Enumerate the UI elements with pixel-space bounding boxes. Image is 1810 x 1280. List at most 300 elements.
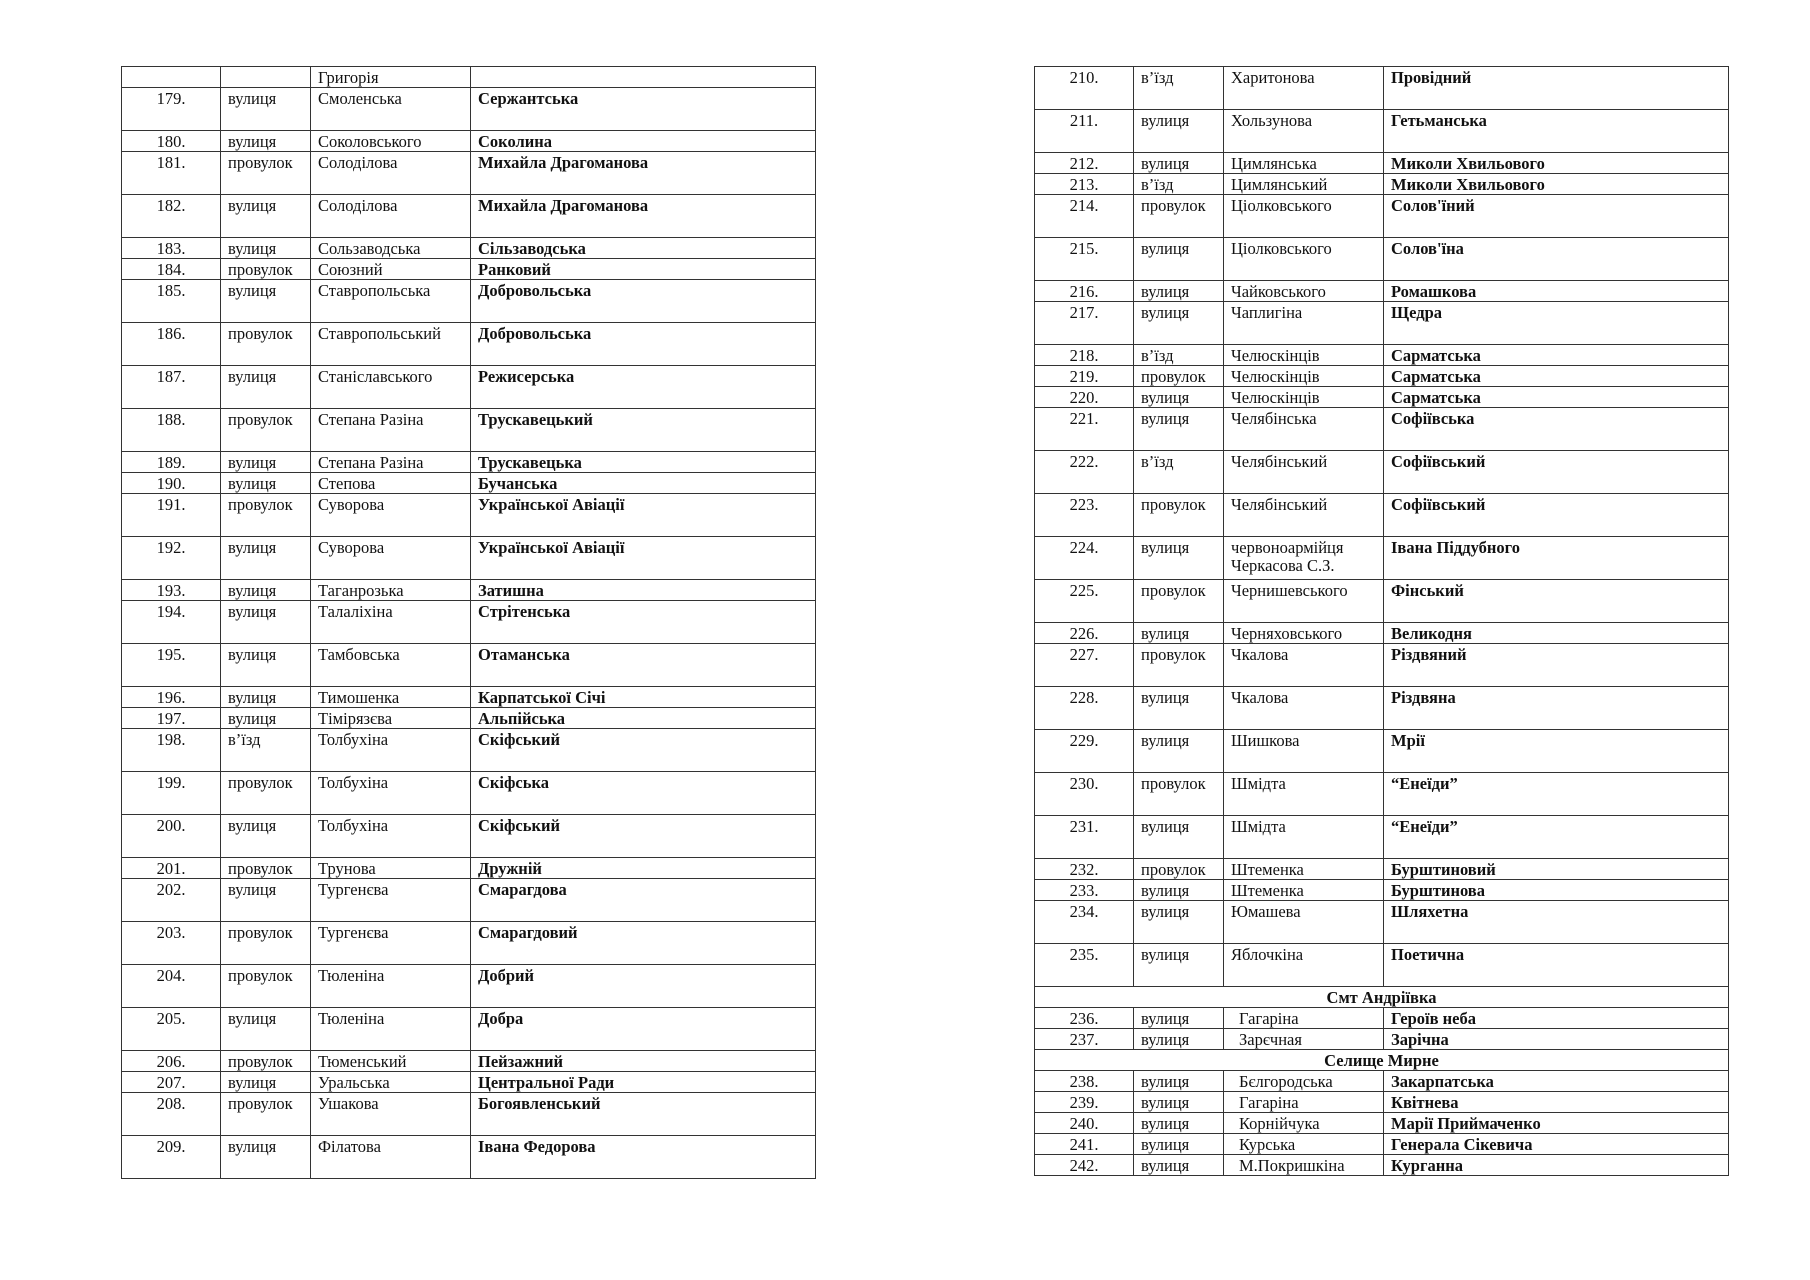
table-row <box>122 473 816 494</box>
street-type: вулиця <box>1134 1029 1224 1050</box>
table-row <box>1035 730 1729 773</box>
new-street-name: Михайла Драгоманова <box>471 152 816 195</box>
table-row <box>122 729 816 772</box>
table-row <box>122 580 816 601</box>
new-street-name: Української Авіації <box>471 494 816 537</box>
old-street-name: Ушакова <box>311 1093 471 1136</box>
table-row <box>122 858 816 879</box>
row-number: 223. <box>1035 494 1134 537</box>
old-street-name: Солоділова <box>311 195 471 238</box>
street-type: вулиця <box>1134 1008 1224 1029</box>
new-street-name: Софіївський <box>1384 451 1729 494</box>
new-street-name: Мрії <box>1384 730 1729 773</box>
new-street-name: Сержантська <box>471 88 816 131</box>
old-street-name: М.Покришкіна <box>1224 1155 1384 1176</box>
old-street-name: Штеменка <box>1224 859 1384 880</box>
row-number: 206. <box>122 1051 221 1072</box>
table-row <box>1035 901 1729 944</box>
old-street-name: червоноармійця Черкасова С.З. <box>1224 537 1384 580</box>
table-row <box>122 708 816 729</box>
old-street-name: Зарєчная <box>1224 1029 1384 1050</box>
street-type: вулиця <box>221 195 311 238</box>
street-type: провулок <box>221 494 311 537</box>
street-type: вулиця <box>1134 730 1224 773</box>
table-row <box>122 815 816 858</box>
old-street-name: Курська <box>1224 1134 1384 1155</box>
old-street-name: Черняховського <box>1224 623 1384 644</box>
left-street-table <box>121 66 816 1179</box>
row-number: 240. <box>1035 1113 1134 1134</box>
table-row <box>1035 1071 1729 1092</box>
new-street-name: Марії Приймаченко <box>1384 1113 1729 1134</box>
new-street-name: Івана Федорова <box>471 1136 816 1179</box>
row-number: 221. <box>1035 408 1134 451</box>
old-street-name: Хользунова <box>1224 110 1384 153</box>
old-street-name: Степова <box>311 473 471 494</box>
row-number: 184. <box>122 259 221 280</box>
row-number: 190. <box>122 473 221 494</box>
street-type: вулиця <box>221 473 311 494</box>
new-street-name: Миколи Хвильового <box>1384 174 1729 195</box>
row-number: 186. <box>122 323 221 366</box>
row-number: 216. <box>1035 281 1134 302</box>
table-row <box>122 644 816 687</box>
old-street-name: Толбухіна <box>311 729 471 772</box>
new-street-name: Добра <box>471 1008 816 1051</box>
table-row <box>122 152 816 195</box>
new-street-name: Скіфська <box>471 772 816 815</box>
table-row <box>122 1136 816 1179</box>
new-street-name: Великодня <box>1384 623 1729 644</box>
table-row <box>1035 580 1729 623</box>
street-type: вулиця <box>221 280 311 323</box>
table-row <box>1035 174 1729 195</box>
old-street-name: Челюскінців <box>1224 345 1384 366</box>
old-street-name: Філатова <box>311 1136 471 1179</box>
row-number: 236. <box>1035 1008 1134 1029</box>
row-number: 202. <box>122 879 221 922</box>
street-type: вулиця <box>221 708 311 729</box>
new-street-name: Закарпатська <box>1384 1071 1729 1092</box>
row-number: 196. <box>122 687 221 708</box>
old-street-name: Челябінський <box>1224 451 1384 494</box>
street-type: провулок <box>221 409 311 452</box>
new-street-name: “Енеїди” <box>1384 816 1729 859</box>
row-number: 233. <box>1035 880 1134 901</box>
row-number: 183. <box>122 238 221 259</box>
street-type: вулиця <box>1134 1155 1224 1176</box>
street-type: провулок <box>1134 580 1224 623</box>
street-type: провулок <box>1134 773 1224 816</box>
table-row <box>122 323 816 366</box>
row-number: 187. <box>122 366 221 409</box>
new-street-name: Добровольська <box>471 323 816 366</box>
row-number: 182. <box>122 195 221 238</box>
row-number: 195. <box>122 644 221 687</box>
street-type: провулок <box>1134 644 1224 687</box>
old-street-name: Шмідта <box>1224 773 1384 816</box>
old-street-name: Чайковського <box>1224 281 1384 302</box>
old-street-name: Тургенєва <box>311 879 471 922</box>
new-street-name: Шляхетна <box>1384 901 1729 944</box>
row-number: 203. <box>122 922 221 965</box>
row-number: 179. <box>122 88 221 131</box>
row-number: 209. <box>122 1136 221 1179</box>
street-type: вулиця <box>221 366 311 409</box>
street-type: вулиця <box>1134 281 1224 302</box>
new-street-name: Богоявленський <box>471 1093 816 1136</box>
row-number: 230. <box>1035 773 1134 816</box>
street-type: в’їзд <box>1134 67 1224 110</box>
new-street-name: Смарагдова <box>471 879 816 922</box>
row-number <box>122 67 221 88</box>
table-row <box>1035 880 1729 901</box>
old-street-name: Уральська <box>311 1072 471 1093</box>
right-table-body <box>1035 67 1729 1176</box>
new-street-name: Соколина <box>471 131 816 152</box>
street-type: вулиця <box>221 687 311 708</box>
table-row <box>1035 944 1729 987</box>
old-street-name: Солоділова <box>311 152 471 195</box>
row-number: 237. <box>1035 1029 1134 1050</box>
row-number: 224. <box>1035 537 1134 580</box>
table-row <box>1035 537 1729 580</box>
row-number: 212. <box>1035 153 1134 174</box>
street-type: вулиця <box>1134 1092 1224 1113</box>
row-number: 222. <box>1035 451 1134 494</box>
old-street-name: Станіславського <box>311 366 471 409</box>
new-street-name: Української Авіації <box>471 537 816 580</box>
table-row <box>1035 153 1729 174</box>
new-street-name: Героїв неба <box>1384 1008 1729 1029</box>
section-header-row <box>1035 1050 1729 1071</box>
new-street-name: Затишна <box>471 580 816 601</box>
old-street-name: Цимлянська <box>1224 153 1384 174</box>
new-street-name: Бучанська <box>471 473 816 494</box>
street-type: вулиця <box>221 88 311 131</box>
new-street-name: Скіфський <box>471 729 816 772</box>
table-row <box>122 922 816 965</box>
old-street-name: Соколовського <box>311 131 471 152</box>
table-row <box>1035 773 1729 816</box>
street-type: вулиця <box>221 238 311 259</box>
street-type: в’їзд <box>1134 451 1224 494</box>
row-number: 220. <box>1035 387 1134 408</box>
row-number: 211. <box>1035 110 1134 153</box>
row-number: 227. <box>1035 644 1134 687</box>
old-street-name: Толбухіна <box>311 772 471 815</box>
street-type: провулок <box>1134 366 1224 387</box>
street-type: вулиця <box>1134 944 1224 987</box>
street-type: в’їзд <box>1134 174 1224 195</box>
row-number: 217. <box>1035 302 1134 345</box>
old-street-name: Челябінська <box>1224 408 1384 451</box>
street-type: вулиця <box>221 1008 311 1051</box>
old-street-name: Суворова <box>311 537 471 580</box>
street-type: вулиця <box>221 1072 311 1093</box>
old-street-name: Талаліхіна <box>311 601 471 644</box>
new-street-name: Скіфський <box>471 815 816 858</box>
table-row <box>122 409 816 452</box>
table-row <box>1035 816 1729 859</box>
new-street-name: Добрий <box>471 965 816 1008</box>
row-number: 219. <box>1035 366 1134 387</box>
table-row <box>122 280 816 323</box>
new-street-name: Миколи Хвильового <box>1384 153 1729 174</box>
row-number: 213. <box>1035 174 1134 195</box>
new-street-name: Ромашкова <box>1384 281 1729 302</box>
table-row <box>1035 195 1729 238</box>
row-number: 214. <box>1035 195 1134 238</box>
row-number: 207. <box>122 1072 221 1093</box>
old-street-name: Суворова <box>311 494 471 537</box>
table-row <box>122 67 816 88</box>
table-row <box>122 965 816 1008</box>
street-type: вулиця <box>221 452 311 473</box>
table-row <box>1035 1155 1729 1176</box>
street-type: вулиця <box>221 644 311 687</box>
table-row <box>122 238 816 259</box>
table-row <box>1035 494 1729 537</box>
row-number: 228. <box>1035 687 1134 730</box>
table-row <box>1035 1029 1729 1050</box>
old-street-name: Тімірязєва <box>311 708 471 729</box>
table-row <box>122 601 816 644</box>
new-street-name: Смарагдовий <box>471 922 816 965</box>
row-number: 239. <box>1035 1092 1134 1113</box>
new-street-name: Трускавецький <box>471 409 816 452</box>
new-street-name: Квітнева <box>1384 1092 1729 1113</box>
street-type: вулиця <box>221 131 311 152</box>
old-street-name: Чкалова <box>1224 644 1384 687</box>
new-street-name: Гетьманська <box>1384 110 1729 153</box>
street-type: вулиця <box>221 879 311 922</box>
row-number: 235. <box>1035 944 1134 987</box>
table-row <box>122 772 816 815</box>
row-number: 185. <box>122 280 221 323</box>
table-row <box>1035 281 1729 302</box>
new-street-name: Бурштинова <box>1384 880 1729 901</box>
row-number: 191. <box>122 494 221 537</box>
row-number: 215. <box>1035 238 1134 281</box>
new-street-name: Курганна <box>1384 1155 1729 1176</box>
row-number: 208. <box>122 1093 221 1136</box>
table-row <box>122 1008 816 1051</box>
street-type: вулиця <box>1134 408 1224 451</box>
row-number: 180. <box>122 131 221 152</box>
street-type: вулиця <box>1134 238 1224 281</box>
table-row <box>1035 859 1729 880</box>
street-type: вулиця <box>221 537 311 580</box>
new-street-name: Щедра <box>1384 302 1729 345</box>
street-type: вулиця <box>1134 1134 1224 1155</box>
old-street-name: Ціолковського <box>1224 195 1384 238</box>
row-number: 226. <box>1035 623 1134 644</box>
row-number: 193. <box>122 580 221 601</box>
table-row <box>1035 302 1729 345</box>
new-street-name: Карпатської Січі <box>471 687 816 708</box>
row-number: 241. <box>1035 1134 1134 1155</box>
table-row <box>122 1051 816 1072</box>
table-row <box>1035 1113 1729 1134</box>
table-row <box>122 1093 816 1136</box>
old-street-name: Челюскінців <box>1224 387 1384 408</box>
street-type: провулок <box>221 259 311 280</box>
old-street-name: Чаплигіна <box>1224 302 1384 345</box>
row-number: 232. <box>1035 859 1134 880</box>
old-street-name: Шишкова <box>1224 730 1384 773</box>
old-street-name: Степана Разіна <box>311 452 471 473</box>
old-street-name: Григорія <box>311 67 471 88</box>
old-street-name: Ставропольський <box>311 323 471 366</box>
row-number: 181. <box>122 152 221 195</box>
new-street-name: Сарматська <box>1384 387 1729 408</box>
table-row <box>1035 1008 1729 1029</box>
street-type: вулиця <box>1134 302 1224 345</box>
street-type: провулок <box>221 858 311 879</box>
new-street-name: Ранковий <box>471 259 816 280</box>
row-number: 189. <box>122 452 221 473</box>
old-street-name: Челюскінців <box>1224 366 1384 387</box>
section-title: Селище Мирне <box>1035 1050 1729 1071</box>
street-type: вулиця <box>1134 1113 1224 1134</box>
street-type: провулок <box>221 1093 311 1136</box>
old-street-name: Тургенєва <box>311 922 471 965</box>
right-street-table <box>1034 66 1729 1176</box>
new-street-name: Бурштиновий <box>1384 859 1729 880</box>
old-street-name: Гагаріна <box>1224 1092 1384 1113</box>
new-street-name: Зарічна <box>1384 1029 1729 1050</box>
table-row <box>122 88 816 131</box>
table-row <box>1035 623 1729 644</box>
table-row <box>1035 345 1729 366</box>
new-street-name: Режисерська <box>471 366 816 409</box>
section-title: Смт Андріївка <box>1035 987 1729 1008</box>
table-row <box>122 452 816 473</box>
street-type: вулиця <box>1134 816 1224 859</box>
street-type: вулиця <box>221 1136 311 1179</box>
old-street-name: Бєлгородська <box>1224 1071 1384 1092</box>
old-street-name: Степана Разіна <box>311 409 471 452</box>
street-type: провулок <box>1134 494 1224 537</box>
table-row <box>1035 1134 1729 1155</box>
new-street-name: Софіївський <box>1384 494 1729 537</box>
old-street-name: Корнійчука <box>1224 1113 1384 1134</box>
old-street-name: Тюменський <box>311 1051 471 1072</box>
old-street-name: Челябінський <box>1224 494 1384 537</box>
row-number: 201. <box>122 858 221 879</box>
new-street-name: Солов'їна <box>1384 238 1729 281</box>
street-type: провулок <box>221 922 311 965</box>
old-street-name: Тюленіна <box>311 965 471 1008</box>
new-street-name: Стрітенська <box>471 601 816 644</box>
old-street-name: Таганрозька <box>311 580 471 601</box>
row-number: 218. <box>1035 345 1134 366</box>
table-row <box>122 879 816 922</box>
old-street-name: Тюленіна <box>311 1008 471 1051</box>
street-type: вулиця <box>221 815 311 858</box>
street-type: вулиця <box>1134 110 1224 153</box>
old-street-name: Чернишевського <box>1224 580 1384 623</box>
street-type: вулиця <box>1134 687 1224 730</box>
table-row <box>122 259 816 280</box>
old-street-name: Гагаріна <box>1224 1008 1384 1029</box>
street-type: провулок <box>221 1051 311 1072</box>
old-street-name: Чкалова <box>1224 687 1384 730</box>
table-row <box>1035 387 1729 408</box>
table-row <box>122 537 816 580</box>
street-type: провулок <box>221 965 311 1008</box>
table-row <box>1035 687 1729 730</box>
street-type: провулок <box>221 772 311 815</box>
row-number: 200. <box>122 815 221 858</box>
row-number: 198. <box>122 729 221 772</box>
old-street-name: Ставропольська <box>311 280 471 323</box>
street-type: вулиця <box>1134 1071 1224 1092</box>
left-table-body <box>122 67 816 1179</box>
row-number: 197. <box>122 708 221 729</box>
old-street-name: Союзний <box>311 259 471 280</box>
row-number: 231. <box>1035 816 1134 859</box>
old-street-name: Ціолковського <box>1224 238 1384 281</box>
new-street-name: Альпійська <box>471 708 816 729</box>
street-type: провулок <box>1134 195 1224 238</box>
new-street-name: Михайла Драгоманова <box>471 195 816 238</box>
old-street-name: Юмашева <box>1224 901 1384 944</box>
row-number: 188. <box>122 409 221 452</box>
street-type: вулиця <box>1134 623 1224 644</box>
street-type: в’їзд <box>221 729 311 772</box>
street-type <box>221 67 311 88</box>
table-row <box>1035 451 1729 494</box>
street-type: вулиця <box>1134 537 1224 580</box>
new-street-name: Фінський <box>1384 580 1729 623</box>
table-row <box>1035 408 1729 451</box>
new-street-name: Сарматська <box>1384 366 1729 387</box>
section-header-row <box>1035 987 1729 1008</box>
new-street-name: Різдвяний <box>1384 644 1729 687</box>
row-number: 225. <box>1035 580 1134 623</box>
street-type: в’їзд <box>1134 345 1224 366</box>
row-number: 204. <box>122 965 221 1008</box>
new-street-name: Поетична <box>1384 944 1729 987</box>
table-row <box>122 687 816 708</box>
row-number: 205. <box>122 1008 221 1051</box>
old-street-name: Харитонова <box>1224 67 1384 110</box>
new-street-name: Добровольська <box>471 280 816 323</box>
old-street-name: Тамбовська <box>311 644 471 687</box>
street-type: провулок <box>1134 859 1224 880</box>
old-street-name: Яблочкіна <box>1224 944 1384 987</box>
old-street-name: Толбухіна <box>311 815 471 858</box>
new-street-name: Софіївська <box>1384 408 1729 451</box>
old-street-name: Смоленська <box>311 88 471 131</box>
street-type: вулиця <box>1134 901 1224 944</box>
row-number: 210. <box>1035 67 1134 110</box>
old-street-name: Тимошенка <box>311 687 471 708</box>
street-type: вулиця <box>221 601 311 644</box>
table-row <box>1035 110 1729 153</box>
row-number: 234. <box>1035 901 1134 944</box>
table-row <box>122 195 816 238</box>
table-row <box>1035 1092 1729 1113</box>
old-street-name: Сользаводська <box>311 238 471 259</box>
street-type: вулиця <box>1134 387 1224 408</box>
new-street-name: Отаманська <box>471 644 816 687</box>
row-number: 242. <box>1035 1155 1134 1176</box>
new-street-name: Дружній <box>471 858 816 879</box>
table-row <box>1035 67 1729 110</box>
